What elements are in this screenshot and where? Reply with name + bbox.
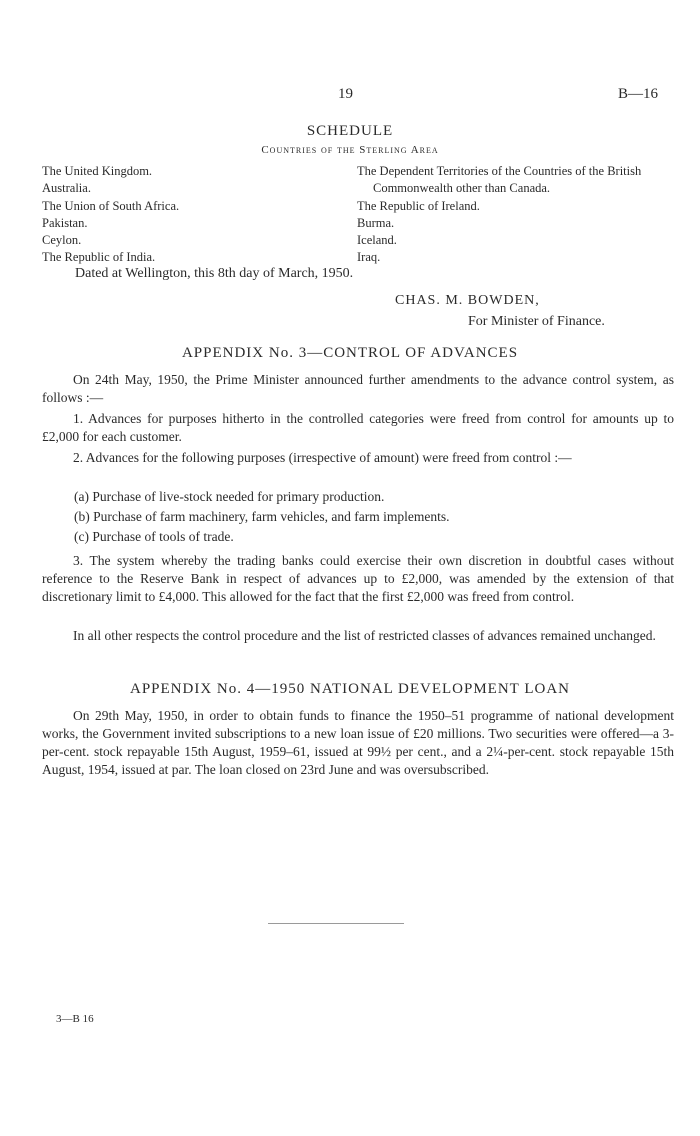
footer-reference: 3—B 16 xyxy=(56,1013,94,1025)
list-item: Iceland. xyxy=(357,233,397,248)
dated-line: Dated at Wellington, this 8th day of March, 1950. xyxy=(75,266,354,281)
list-item: The Republic of India. xyxy=(42,250,156,265)
list-item: The Republic of Ireland. xyxy=(357,198,480,213)
appendix-4-heading: APPENDIX No. 4—1950 NATIONAL DEVELOPMENT LOAN xyxy=(130,681,570,697)
page-reference: B—16 xyxy=(618,86,659,102)
list-item: The Dependent Territories of the Countries of the British Commonwealth other than Canada. xyxy=(357,164,642,196)
sub-item-a: (a) Purchase of live-stock needed for primary production. xyxy=(74,489,385,504)
appendix-3-intro: On 24th May, 1950, the Prime Minister announced further amendments to the advance control system, as follows :— xyxy=(42,372,674,405)
page-number: 19 xyxy=(338,86,353,102)
list-item: Ceylon. xyxy=(42,233,82,248)
appendix-3-point-2: 2. Advances for the following purposes (irrespective of amount) were freed from control :— xyxy=(73,450,572,465)
appendix-3-point-3: 3. The system whereby the trading banks could exercise their own discretion in doubtful cases without reference to the Reserve Bank in respect of advances up to £2,000, was amended by the extension of that discretionary limit to £4,000. This allowed for the fact that the first £2,000 was freed from control. xyxy=(42,553,674,604)
appendix-3-closing: In all other respects the control procedure and the list of restricted classes of advances remained unchanged. xyxy=(73,628,656,643)
list-item: Iraq. xyxy=(357,250,381,265)
section-divider xyxy=(268,923,404,924)
signatory-role: For Minister of Finance. xyxy=(468,314,605,329)
sterling-countries-right xyxy=(357,163,677,267)
list-item: Pakistan. xyxy=(42,215,88,230)
sub-item-c: (c) Purchase of tools of trade. xyxy=(74,529,234,544)
signatory-name: CHAS. M. BOWDEN, xyxy=(395,293,540,308)
list-item: The Union of South Africa. xyxy=(42,198,180,213)
sub-item-b: (b) Purchase of farm machinery, farm vehicles, and farm implements. xyxy=(74,509,450,524)
appendix-3-heading: APPENDIX No. 3—CONTROL OF ADVANCES xyxy=(181,345,519,361)
sterling-countries-left xyxy=(42,163,332,267)
list-item: The United Kingdom. xyxy=(42,164,153,178)
schedule-title: SCHEDULE xyxy=(306,123,394,139)
appendix-4-body: On 29th May, 1950, in order to obtain funds to finance the 1950–51 programme of national development works, the Government invited subscriptions to a new loan issue of £20 millions. Two securities were offered—a 3-per-cent. stock repayable 15th August, 1959–61, issued at 99½ per cent., and a 2¼-per-cent. stock repayable 15th August, 1954, issued at par. The loan closed on 23rd June and was oversubscribed. xyxy=(42,708,674,777)
list-item: Australia. xyxy=(42,181,91,196)
list-item: Burma. xyxy=(357,215,395,230)
schedule-subtitle: Countries of the Sterling Area xyxy=(261,144,439,156)
appendix-3-point-1: 1. Advances for purposes hitherto in the controlled categories were freed from control for amounts up to £2,000 for each customer. xyxy=(42,411,674,444)
